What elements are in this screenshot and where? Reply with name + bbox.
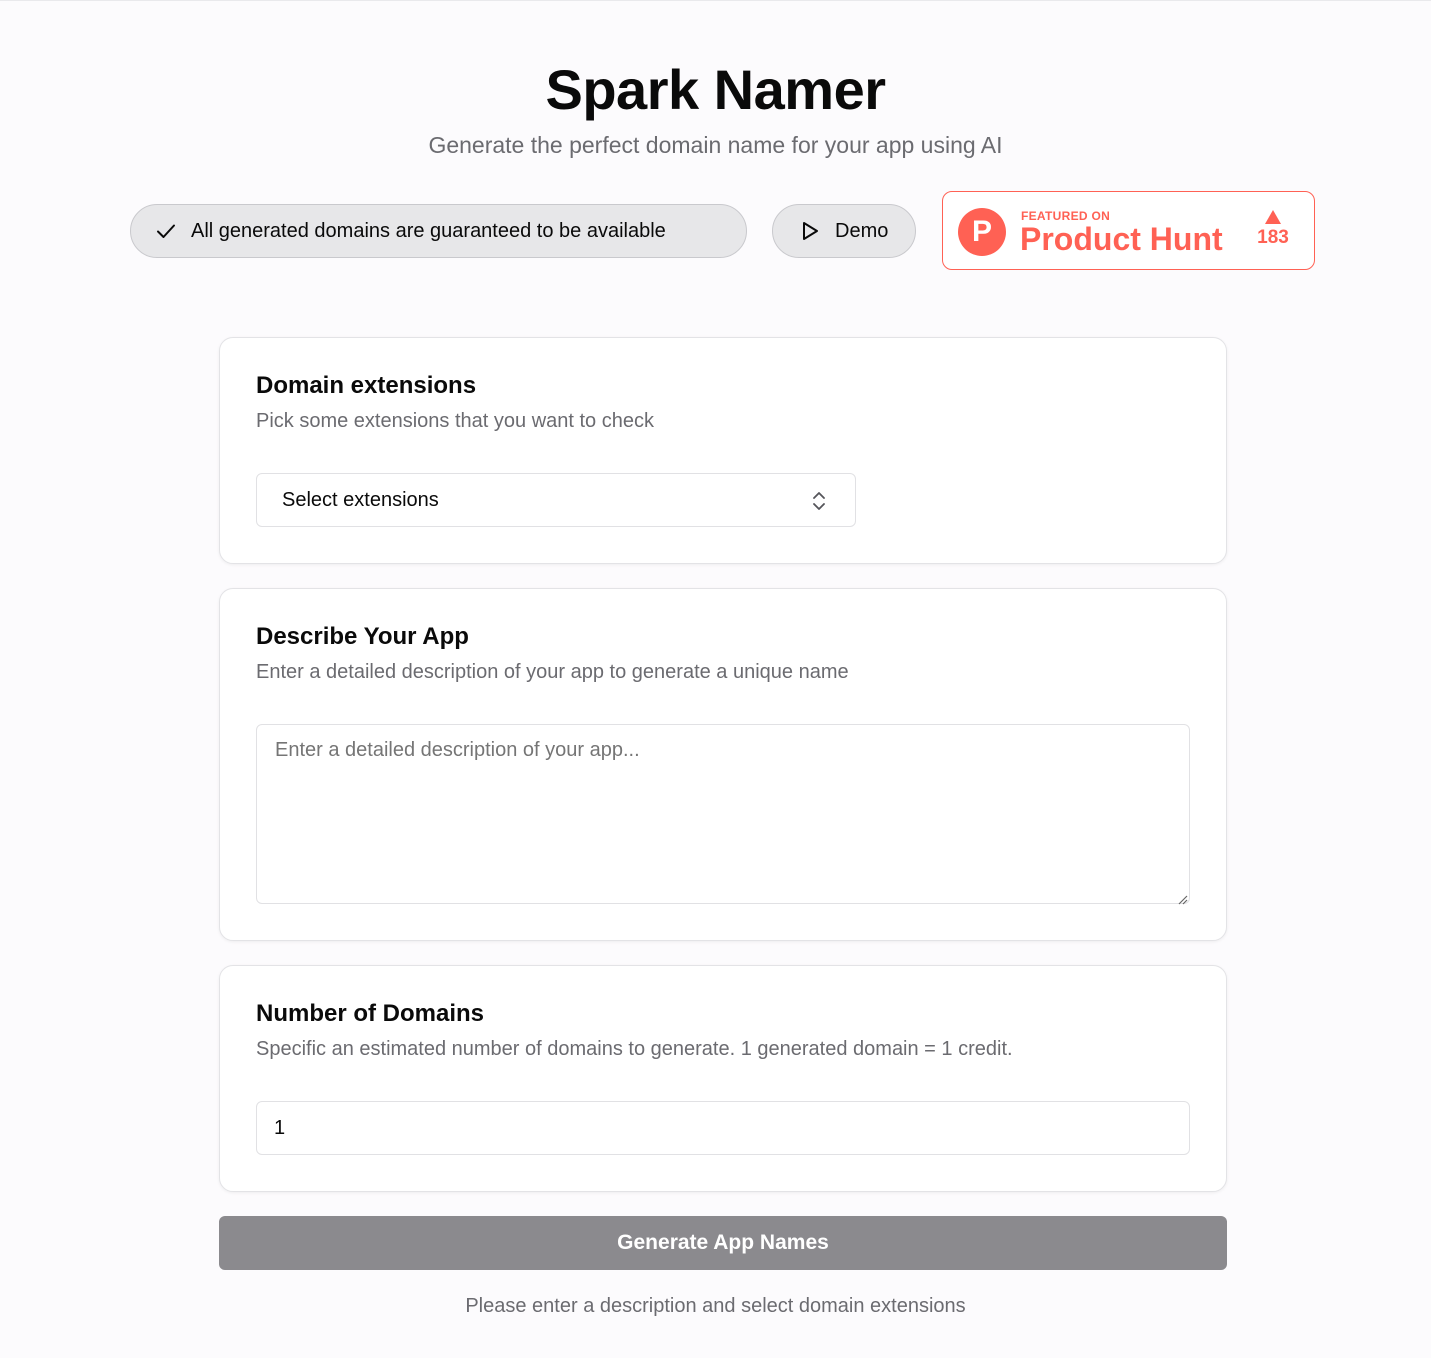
domain-extensions-title: Domain extensions [256,372,477,399]
product-hunt-name: Product Hunt [1020,221,1223,257]
availability-guarantee-label: All generated domains are guaranteed to be available [191,219,666,242]
availability-guarantee-badge [130,204,747,258]
generate-app-names-button[interactable]: Generate App Names [219,1216,1227,1270]
number-of-domains-input[interactable]: 1 [256,1101,1190,1155]
demo-button[interactable] [772,204,916,258]
play-icon [799,220,821,242]
check-icon [155,220,177,242]
number-of-domains-card [219,965,1227,1192]
describe-app-card [219,588,1227,941]
product-hunt-votes [1251,210,1295,249]
extensions-select-value: Select extensions [282,488,439,511]
describe-app-title: Describe Your App [256,623,469,650]
page-subtitle: Generate the perfect domain name for your app using AI [428,132,1003,158]
demo-label: Demo [835,219,889,242]
product-hunt-badge[interactable] [942,191,1315,270]
app-description-textarea[interactable] [256,724,1190,904]
domain-extensions-card [219,337,1227,564]
extensions-select[interactable] [256,473,856,527]
number-of-domains-hint: Specific an estimated number of domains to generate. 1 generated domain = 1 credit. [256,1038,1013,1060]
product-hunt-logo-icon: P [958,208,1006,256]
product-hunt-featured-text: FEATURED ON [1021,209,1111,223]
validation-message: Please enter a description and select domain extensions [465,1295,966,1317]
upvote-triangle-icon [1265,210,1281,224]
product-hunt-vote-count: 183 [1257,227,1289,248]
page-title: Spark Namer [545,58,886,121]
describe-app-hint: Enter a detailed description of your app to generate a unique name [256,661,849,683]
number-of-domains-title: Number of Domains [256,1000,485,1027]
domain-extensions-hint: Pick some extensions that you want to check [256,410,654,432]
resize-handle-icon[interactable] [1178,892,1188,902]
chevron-up-down-icon [809,490,829,512]
